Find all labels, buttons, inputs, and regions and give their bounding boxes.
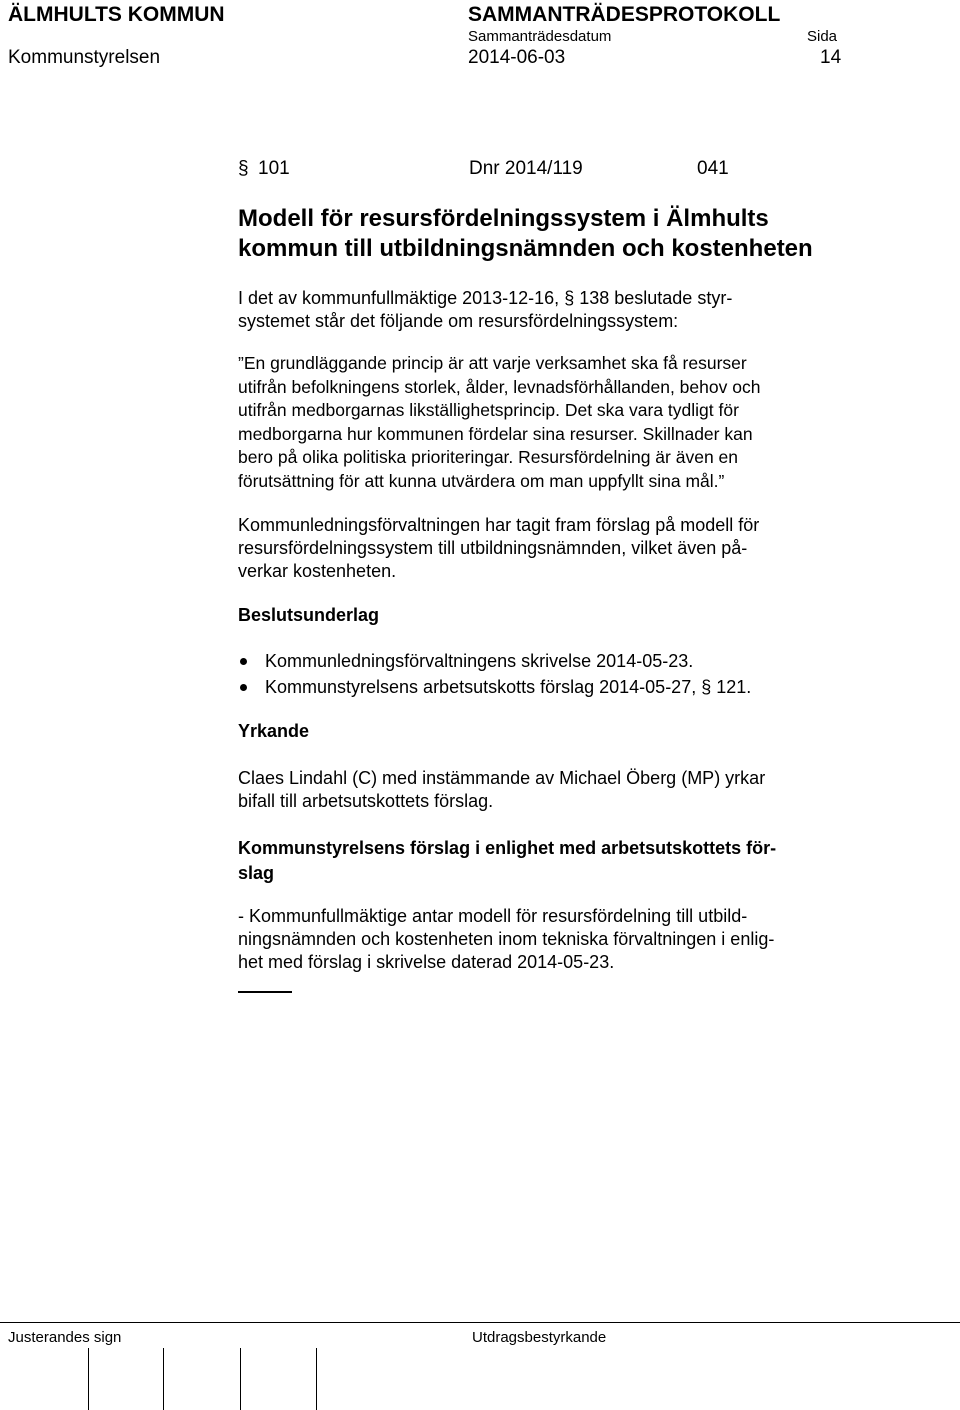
quote-paragraph: [238, 352, 760, 493]
section-sign: §: [564, 288, 575, 308]
signature-box-divider: [163, 1348, 164, 1410]
yrkande-paragraph: [238, 767, 765, 813]
footer-label-utdragsbestyrkande: Utdragsbestyrkande: [472, 1329, 607, 1346]
page-label: Sida: [807, 28, 838, 45]
body-paragraph: [238, 514, 759, 583]
dnr: Dnr 2014/119: [469, 158, 583, 179]
list-item: Kommunstyrelsens arbetsutskotts förslag 2014-05-27, § 121.: [265, 677, 752, 697]
date-label: Sammanträdesdatum: [468, 28, 612, 45]
paragraph-line: ningsnämnden och kostenheten inom tekniska förvaltningen i enlig-: [238, 929, 775, 949]
paragraph-line: resursfördelningssystem till utbildningsnämnden, vilket även på-: [238, 538, 748, 558]
signature-box-divider: [316, 1348, 317, 1410]
meeting-date: 2014-06-03: [468, 47, 566, 68]
intro-paragraph: [238, 287, 732, 333]
section-heading-beslutsunderlag: Beslutsunderlag: [238, 605, 380, 625]
quote-line: förutsättning för att kunna utvärdera om man uppfyllt sina mål.”: [238, 470, 725, 491]
document-type: SAMMANTRÄDESPROTOKOLL: [468, 3, 781, 26]
bullet-icon: [240, 684, 247, 691]
page-title: [238, 204, 813, 264]
paragraph-line: het med förslag i skrivelse daterad 2014-05-23.: [238, 952, 615, 972]
item-code: 041: [697, 158, 729, 179]
section-sign: §: [238, 158, 249, 179]
paragraph-line: Claes Lindahl (C) med instämmande av Michael Öberg (MP) yrkar: [238, 768, 766, 788]
quote-line: medborgarna hur kommunen fördelar sina resurser. Skillnader kan: [238, 423, 753, 444]
paragraph-line: bifall till arbetsutskottets förslag.: [238, 791, 494, 811]
intro-text-a: I det av kommunfullmäktige 2013-12-16,: [238, 288, 560, 308]
signature-box-divider: [240, 1348, 241, 1410]
forslag-paragraph: [238, 905, 774, 974]
bullet-icon: [240, 658, 247, 665]
section-sign: §: [701, 677, 712, 697]
section-heading-forslag: [238, 836, 776, 886]
committee-name: Kommunstyrelsen: [8, 47, 161, 68]
paragraph-line: Kommunledningsförvaltningen har tagit fram förslag på modell för: [238, 515, 760, 535]
end-rule: [238, 991, 292, 993]
page-number: 14: [820, 47, 842, 68]
footer-label-justerandes-sign: Justerandes sign: [8, 1329, 122, 1346]
intro-line: systemet står det följande om resursfördelningssystem:: [238, 311, 679, 331]
quote-line: bero på olika politiska prioriteringar. Resursfördelning är även en: [238, 447, 738, 467]
org-name: ÄLMHULTS KOMMUN: [8, 3, 225, 26]
item-number: 101: [258, 158, 290, 179]
quote-line: utifrån medborgarnas likställighetsprincip. Det ska vara tydligt för: [238, 400, 739, 420]
signature-box-divider: [88, 1348, 89, 1410]
quote-line: utifrån befolkningens storlek, ålder, levnadsförhållanden, behov och: [238, 376, 761, 397]
section-heading-yrkande: Yrkande: [238, 721, 310, 741]
heading-line: slag: [238, 863, 275, 883]
paragraph-line: - Kommunfullmäktige antar modell för resursfördelning till utbild-: [238, 906, 748, 926]
quote-line: ”En grundläggande princip är att varje verksamhet ska få resurser: [238, 353, 747, 373]
intro-text-b: 138 beslutade styr-: [579, 288, 733, 308]
heading-line: Kommunstyrelsens förslag i enlighet med arbetsutskottets för-: [238, 838, 777, 858]
paragraph-line: verkar kostenheten.: [238, 561, 397, 581]
title-line: Modell för resursfördelningssystem i Älmhults: [238, 205, 769, 232]
footer-divider: [0, 1322, 960, 1323]
list-item: Kommunledningsförvaltningens skrivelse 2014-05-23.: [265, 651, 694, 671]
title-line: kommun till utbildningsnämnden och kostenheten: [238, 235, 813, 262]
